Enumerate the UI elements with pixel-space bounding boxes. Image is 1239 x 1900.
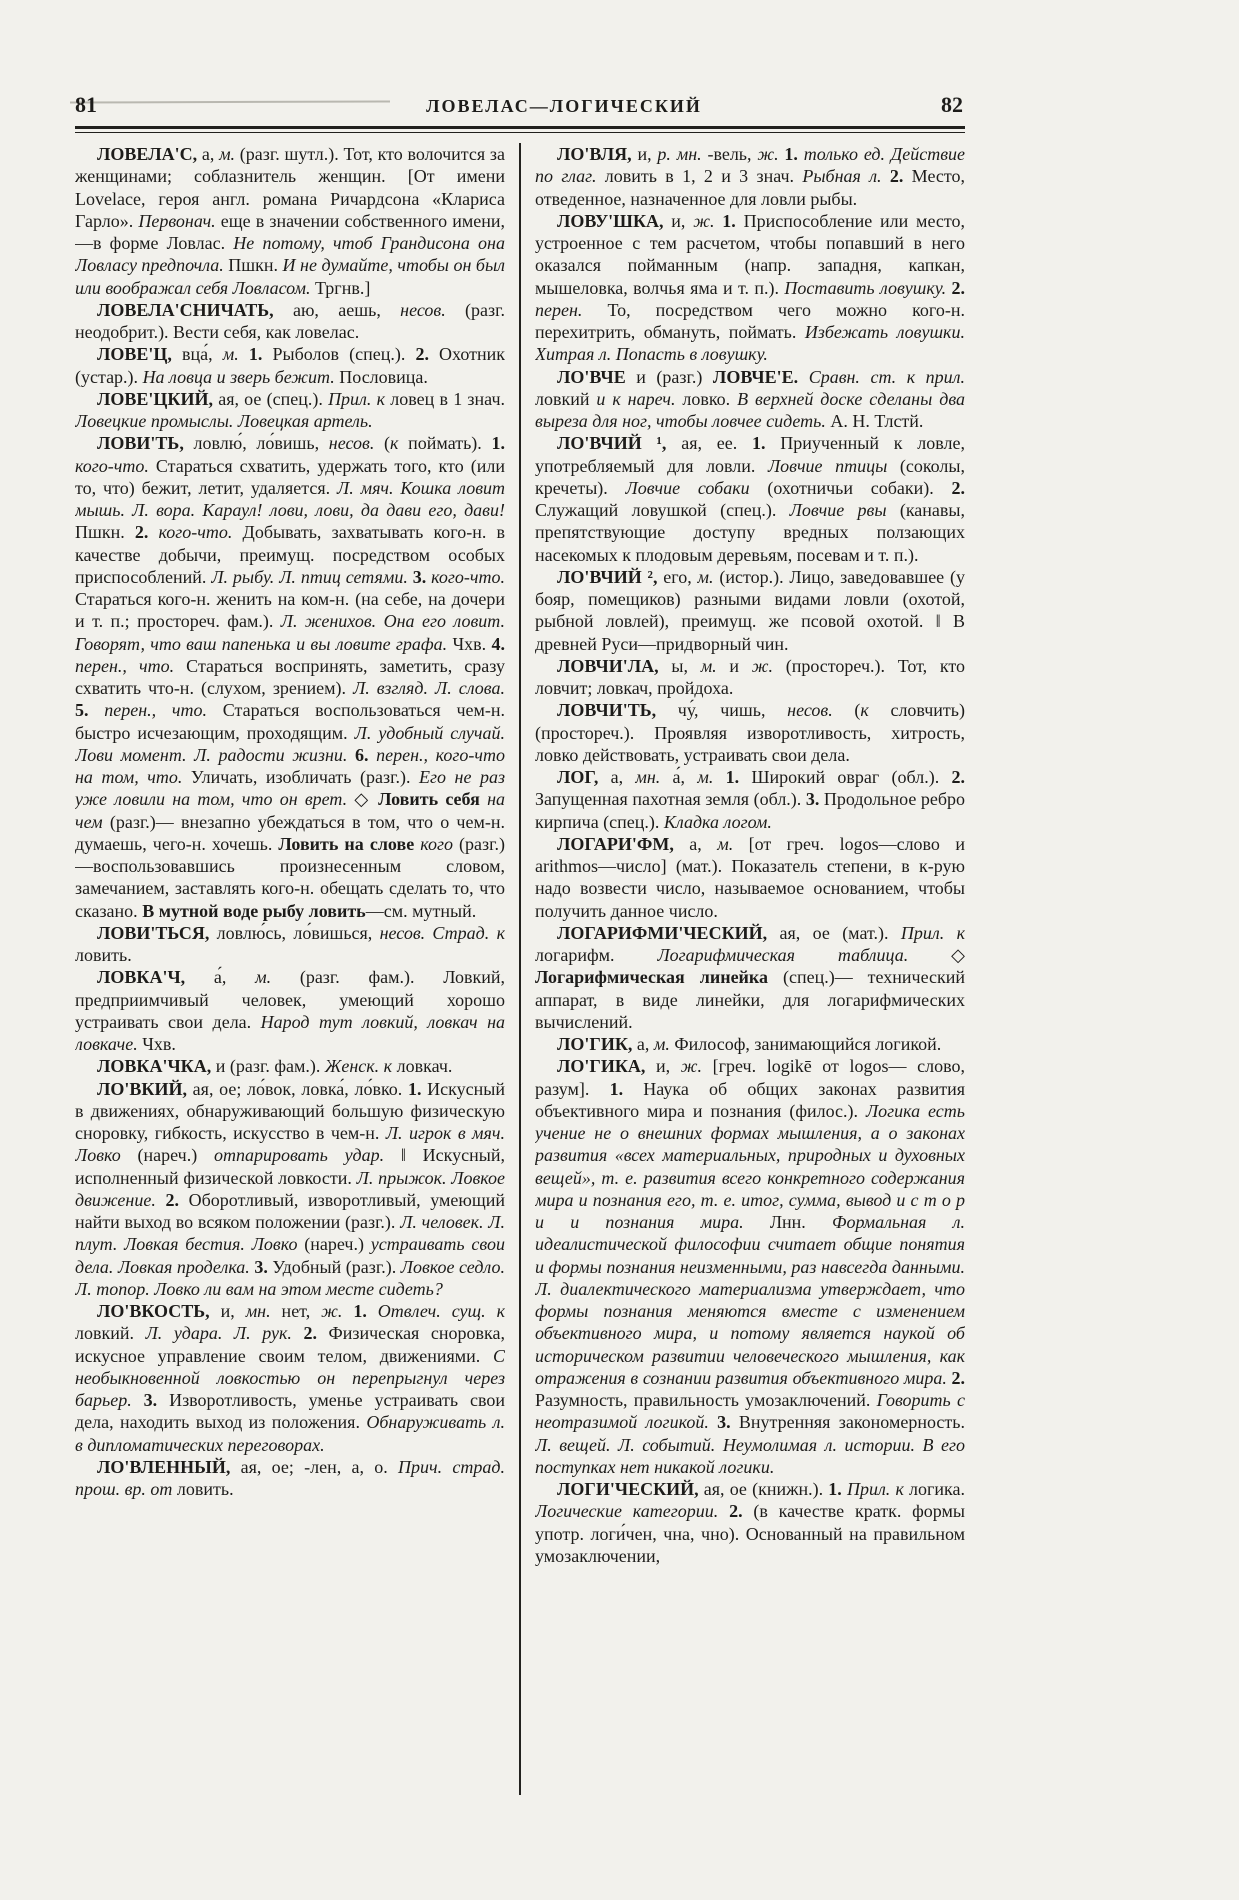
- text-run: Наука об общих законах развития объективного мира и познания (филос.).: [535, 1078, 965, 1121]
- text-run: 1.: [609, 1078, 624, 1099]
- text-run: отпарировать удар.: [213, 1145, 385, 1166]
- text-run: и к нареч.: [596, 388, 676, 409]
- text-run: Ловчие птицы: [767, 455, 888, 476]
- text-run: 3.: [717, 1412, 731, 1433]
- entry-loveckij: [75, 388, 505, 433]
- text-run: ‖ Искусный, исполненный физической ловкости.: [75, 1145, 505, 1188]
- entry-lovlya: [535, 143, 965, 210]
- text-run: Тргнв.]: [310, 277, 371, 298]
- text-run: 2.: [951, 277, 965, 298]
- text-run: [132, 1390, 144, 1410]
- text-run: мн.: [635, 767, 661, 787]
- text-run: Добывать, захватывать кого-н. в качестве добычи, преимущ. посредством особых приспособлений.: [75, 522, 505, 587]
- text-run: Ловчие собаки: [625, 477, 750, 498]
- text-run: ЛОГАРИФМИ'ЧЕСКИЙ,: [557, 922, 768, 943]
- text-run: [292, 1323, 304, 1343]
- text-run: ЛОВИ'ТЬСЯ,: [97, 922, 210, 943]
- page-number-right: 82: [941, 92, 963, 117]
- text-run: Кладка логом.: [663, 811, 772, 832]
- text-run: ЛО'ВКОСТЬ,: [97, 1301, 210, 1321]
- text-run: Философ, занимающийся логикой.: [669, 1034, 942, 1054]
- entry-lovit: [75, 432, 505, 922]
- text-run: на чем: [75, 789, 505, 832]
- entry-lovkachka: [75, 1055, 505, 1077]
- text-run: Прил. к: [900, 922, 965, 943]
- text-run: ЛО'ВЧЕ: [557, 366, 626, 387]
- text-run: Говорить с неотразимой логикой.: [535, 1390, 965, 1433]
- text-run: ◇: [908, 945, 965, 965]
- text-run: несов.: [787, 700, 833, 721]
- text-run: ЛО'ВЧИЙ ¹,: [557, 433, 667, 454]
- text-run: 2.: [951, 1367, 965, 1388]
- text-run: перен., кого-что на том, что.: [75, 744, 505, 787]
- text-run: Л. взгляд. Л. слова.: [353, 678, 505, 698]
- entry-lovkost: [75, 1300, 505, 1456]
- text-run: ая, ое (книжн.).: [698, 1479, 829, 1499]
- text-run: Избежать ловушки. Хитрая л. Попасть в ловушку.: [535, 322, 965, 365]
- text-run: кого-что.: [148, 522, 233, 543]
- text-run: 1.: [784, 144, 798, 164]
- text-run: [713, 767, 725, 787]
- text-run: Пшкн.: [223, 255, 283, 276]
- text-run: Физическая сноровка, искусное управление своим телом, движениями.: [75, 1323, 505, 1366]
- text-run: ловкий: [535, 388, 597, 409]
- text-run: Лнн.: [743, 1212, 833, 1232]
- text-run: ловко.: [675, 388, 738, 409]
- text-run: Приученный к ловле, употребляемый для ловли.: [535, 433, 965, 476]
- text-run: 1.: [248, 344, 263, 365]
- text-run: Л. прыжок. Ловкое движение.: [75, 1167, 505, 1210]
- entry-logarifm: [535, 833, 965, 922]
- text-run: 4.: [491, 633, 505, 654]
- text-run: (истор.). Лицо, заведовавшее (у бояр, помещиков) разными видами ловли (охотой, рыбной ловлей), преимущ. же псовой охотой. ‖ В древней Руси—придворный чин.: [535, 566, 965, 654]
- text-run: 1.: [491, 433, 505, 454]
- text-run: Широкий овраг (обл.).: [739, 767, 952, 787]
- text-run: Не потому, чтоб Грандисона она Ловласу предпочла.: [75, 233, 505, 276]
- text-run: Л. игрок в мяч. Ловко: [75, 1123, 505, 1166]
- text-run: и,: [209, 1301, 246, 1321]
- text-run: а́,: [660, 767, 698, 787]
- text-run: (: [374, 433, 391, 454]
- text-run: а,: [197, 144, 220, 164]
- text-run: и,: [663, 210, 694, 231]
- text-run: и (разг.): [625, 366, 713, 387]
- text-run: ЛОВЕ'ЦКИЙ,: [97, 388, 213, 409]
- entry-lovelasnichat: [75, 299, 505, 344]
- text-run: 3.: [254, 1256, 268, 1277]
- text-run: Прич. страд. прош. вр. от: [75, 1456, 505, 1499]
- text-run: нет,: [270, 1301, 322, 1321]
- text-run: 2.: [303, 1323, 317, 1344]
- text-run: Пшкн.: [75, 522, 135, 543]
- text-run: ЛОГИ'ЧЕСКИЙ,: [557, 1479, 699, 1499]
- text-run: Запущенная пахотная земля (обл.).: [535, 789, 806, 810]
- text-run: Л. удобный случай. Лови момент. Л. радости жизни.: [75, 722, 505, 765]
- column-left: [75, 143, 505, 1803]
- text-run: ловкий.: [75, 1323, 146, 1344]
- text-run: несов.: [328, 433, 375, 454]
- text-run: ЛОВУ'ШКА,: [557, 210, 664, 231]
- page-header: [75, 94, 963, 116]
- text-run: м.: [219, 144, 236, 164]
- text-run: Прил. к: [328, 388, 386, 409]
- text-run: ы,: [658, 655, 701, 676]
- text-run: 2.: [415, 344, 429, 365]
- entry-log: [535, 766, 965, 833]
- text-run: 1.: [353, 1301, 367, 1321]
- text-run: логарифм.: [535, 945, 658, 965]
- text-run: Уличать, изобличать (разг.).: [182, 767, 419, 787]
- text-columns: [75, 143, 965, 1803]
- text-run: несов.: [400, 299, 446, 320]
- entry-lovchij-2: [535, 566, 965, 655]
- entry-lovkij: [75, 1078, 505, 1301]
- text-run: Ловкое седло. Л. топор. Ловко ли вам на этом месте сидеть?: [75, 1256, 505, 1299]
- text-run: (нареч.): [120, 1145, 214, 1166]
- entry-logicheskij: [535, 1478, 965, 1567]
- entry-lovchila: [535, 655, 965, 700]
- text-run: Чхв.: [137, 1034, 176, 1054]
- text-run: [156, 1190, 166, 1210]
- entry-lovkach: [75, 966, 505, 1055]
- text-run: (разг. фам.). Ловкий, предприимчивый человек, умеющий хорошо устраивать свои дела.: [75, 967, 505, 1032]
- text-run: ЛОВЕ'Ц,: [97, 344, 172, 365]
- text-run: Л. человек. Л. плут. Ловкая бестия. Ловко: [75, 1212, 505, 1255]
- text-run: и,: [631, 144, 658, 164]
- text-run: (канавы, препятствующие доступу вредных ползающих насекомых к плодовым деревьям, посевам и т. п.).: [535, 500, 965, 565]
- text-run: ЛОВЧИ'ТЬ,: [557, 700, 657, 721]
- text-run: ж.: [751, 655, 774, 676]
- text-run: Рыболов (спец.).: [262, 344, 416, 365]
- text-run: и,: [645, 1056, 681, 1077]
- text-run: его,: [657, 566, 698, 587]
- text-run: аю, аешь,: [273, 299, 401, 320]
- text-run: А. Н. Тлстй.: [825, 411, 924, 431]
- text-run: и (разг. фам.).: [211, 1056, 325, 1077]
- text-run: ая, ое; -лен, а, о.: [230, 1456, 399, 1477]
- text-run: ая, ое (мат.).: [767, 922, 901, 943]
- text-run: Л. мяч. Кошка ловит мышь. Л. вора. Караул! лови, лови, да дави его, дави!: [75, 477, 505, 520]
- text-run: м.: [717, 833, 734, 854]
- text-run: Изворотливость, уменье устраивать свои дела, находить выход из положения.: [75, 1390, 505, 1433]
- text-run: Продольное ребро кирпича (спец.).: [535, 789, 965, 832]
- text-run: м.: [700, 655, 717, 676]
- text-run: Ловить на слове: [278, 833, 415, 854]
- text-run: м.: [697, 566, 714, 587]
- text-run: ЛОВИ'ТЬ,: [97, 433, 184, 454]
- text-run: Оборотливый, изворотливый, умеющий найти выход во всяком положении (разг.).: [75, 1189, 505, 1232]
- text-run: ◇: [347, 789, 379, 810]
- header-double-rule: [75, 126, 965, 133]
- text-run: ЛОВЕЛА'СНИЧАТЬ,: [97, 299, 274, 320]
- text-run: мн.: [245, 1301, 271, 1321]
- text-run: Формальная л. идеалистической философии считает общие понятия и формы познания неизменными, раз навсегда данными. Л. диалектического материализма утверждает, что формы познания меняются вместе с изменением объективного мира, и потому является наукой об историческом развитии человеческого мышления, как отражения в сознании развития объективного мира.: [535, 1212, 965, 1388]
- entry-lovec: [75, 343, 505, 388]
- text-run: (охотничьи собаки).: [749, 477, 952, 498]
- text-run: ловкач.: [392, 1056, 453, 1077]
- text-run: (разг. шутл.). Тот, кто волочится за женщинами; соблазнитель женщин. [От имени Lovelace, героя англ. романа Ричардсона «Клариса Гарло».: [75, 144, 505, 231]
- text-run: Стараться воспользоваться чем-н. быстро исчезающим, проходящим.: [75, 700, 505, 743]
- text-run: 2.: [951, 767, 965, 787]
- text-run: 2.: [951, 477, 965, 498]
- text-run: [718, 1501, 729, 1521]
- entry-logik: [535, 1033, 965, 1055]
- entry-lovushka: [535, 210, 965, 366]
- text-run: а,: [673, 833, 718, 854]
- text-run: Сравн. ст. к прил.: [808, 366, 965, 387]
- text-run: (разг.)— внезапно убеждаться в том, что о чем-н. думаешь, чего-н. хочешь.: [75, 811, 505, 854]
- text-run: -вель,: [701, 144, 758, 164]
- text-run: Ловчие рвы: [789, 500, 887, 520]
- text-run: 1.: [722, 210, 736, 231]
- text-run: ЛОВКА'Ч,: [97, 967, 186, 988]
- text-run: 5.: [75, 700, 89, 721]
- text-run: 1.: [725, 767, 740, 787]
- entry-lovchij-1: [535, 432, 965, 566]
- text-run: В мутной воде рыбу ловить: [142, 900, 366, 921]
- text-run: к: [390, 433, 399, 454]
- text-run: ЛОВЧИ'ЛА,: [557, 655, 659, 676]
- text-run: 2.: [729, 1501, 743, 1522]
- text-run: Искусный в движениях, обнаруживающий большую физическую сноровку, гибкость, искусство в чем-н.: [75, 1078, 505, 1143]
- entry-lovlennyj: [75, 1456, 505, 1501]
- text-run: (нареч.): [297, 1234, 371, 1255]
- text-run: (в качестве кратк. формы употр. логи́чен, чна, чно). Основанный на правильном умозаключении,: [535, 1501, 965, 1566]
- entry-logarifmicheskij: [535, 922, 965, 1033]
- text-run: (разг. неодобрит.). Вести себя, как ловелас.: [75, 299, 505, 342]
- text-run: (простореч.). Тот, кто ловчит; ловкач, пройдоха.: [535, 655, 965, 698]
- text-run: устраивать свои дела. Ловкая проделка.: [75, 1234, 505, 1277]
- text-run: перен., что.: [88, 700, 207, 721]
- entry-lovitsya: [75, 922, 505, 967]
- text-run: Л. женихов. Она его ловит. Говорят, что ваш папенька и вы ловите графа.: [75, 611, 505, 654]
- text-run: Обнаруживать л. в дипломатических переговорах.: [75, 1412, 505, 1455]
- text-run: Первонач.: [138, 210, 216, 231]
- text-run: ая, ое (спец.).: [212, 388, 329, 409]
- text-run: ж.: [321, 1301, 343, 1321]
- text-run: Внутренняя закономерность.: [730, 1412, 965, 1433]
- text-run: [от греч. logos—слово и arithmos—число] (мат.). Показатель степени, в к-рую надо возвести число, называемое основанием, чтобы получить данное число.: [535, 833, 965, 921]
- text-run: а́,: [185, 967, 256, 988]
- text-run: ЛОГАРИ'ФМ,: [557, 833, 674, 854]
- text-run: Приспособление или место, устроенное с тем расчетом, чтобы попавший в него оказался пойманным (напр. западня, капкан, мышеловка, волчья яма и т. п.).: [535, 210, 965, 298]
- text-run: чу́, чишь,: [656, 700, 788, 721]
- text-run: Логические категории.: [535, 1501, 719, 1522]
- text-run: ЛОГ,: [557, 767, 599, 787]
- text-run: Стараться кого-н. женить на ком-н. (на себе, на дочери и т. п.; простореч. фам.).: [75, 589, 505, 632]
- text-run: а,: [632, 1034, 654, 1054]
- text-run: 1.: [407, 1078, 422, 1099]
- entry-lovelas: [75, 143, 505, 299]
- text-run: 2.: [165, 1189, 179, 1210]
- page-number-left: 81: [75, 92, 97, 117]
- text-run: Место, отведенное, назначенное для ловли рыбы.: [535, 166, 965, 209]
- text-run: несов. Страд. к: [379, 922, 505, 943]
- text-run: Отвлеч. сущ. к: [377, 1301, 505, 1321]
- text-run: ж.: [693, 210, 715, 231]
- text-run: ловлю́сь, ло́вишься,: [209, 922, 380, 943]
- text-run: кого: [414, 833, 453, 854]
- text-run: ловить.: [172, 1479, 234, 1499]
- text-run: р. мн.: [657, 144, 702, 164]
- text-run: м.: [222, 344, 239, 365]
- text-run: (разг.)—воспользовавшись произнесенным словом, замечанием, заставлять кого-н. обещать сделать то, что сказано.: [75, 833, 505, 921]
- text-run: Стараться воспринять, заметить, сразу схватить что-н. (слухом, зрением).: [75, 655, 505, 698]
- text-run: [греч. logikē от logos— слово, разум].: [535, 1056, 965, 1099]
- column-gap: [505, 143, 535, 1803]
- text-run: 3.: [143, 1390, 158, 1410]
- text-run: Прил. к: [846, 1479, 904, 1499]
- text-run: Народ тут ловкий, ловкач на ловкаче.: [75, 1011, 505, 1054]
- text-run: Л. рыбу. Л. птиц сетями.: [211, 566, 408, 587]
- text-run: Его не раз уже ловили на том, что он врет.: [75, 767, 505, 810]
- text-run: Пословица.: [334, 366, 428, 387]
- text-run: а,: [598, 767, 636, 787]
- text-run: На ловца и зверь бежит.: [142, 366, 335, 387]
- text-run: ловец в 1 знач.: [385, 388, 505, 409]
- text-run: ЛО'ВКИЙ,: [97, 1078, 187, 1099]
- text-run: Охотник (устар.).: [75, 344, 505, 387]
- text-run: —см. мутный.: [365, 900, 477, 921]
- text-run: В верхней доске сделаны два выреза для ног, чтобы ловчее сидеть.: [535, 388, 965, 431]
- text-run: Л. удара. Л. рук.: [145, 1323, 292, 1344]
- text-run: 3.: [805, 789, 820, 810]
- text-run: 2.: [889, 166, 904, 187]
- text-run: ЛО'ВЛЯ,: [557, 144, 632, 164]
- column-divider: [519, 143, 521, 1795]
- text-run: м.: [255, 967, 272, 988]
- text-run: ж.: [757, 144, 779, 164]
- text-run: ЛО'ГИКА,: [557, 1056, 646, 1077]
- text-run: ЛО'ВЧИЙ ²,: [557, 566, 658, 587]
- entry-logika: [535, 1055, 965, 1478]
- text-run: И не думайте, чтобы он был или воображал себя Ловласом.: [75, 255, 505, 298]
- text-run: вца́,: [171, 344, 223, 365]
- text-run: Удобный (разг.).: [267, 1256, 401, 1277]
- text-run: м.: [697, 767, 714, 787]
- text-run: Поставить ловушку.: [784, 277, 947, 298]
- text-run: кого-что.: [426, 566, 505, 587]
- text-run: ая, ее.: [666, 433, 753, 454]
- text-run: [347, 745, 355, 765]
- text-run: ЛОВЧЕ'Е.: [712, 366, 799, 387]
- text-run: Чхв.: [447, 633, 492, 654]
- text-run: [709, 1412, 717, 1432]
- text-run: поймать).: [398, 433, 492, 454]
- text-run: перен., что.: [75, 655, 175, 676]
- text-run: Ловецкие промыслы. Ловецкая артель.: [75, 411, 373, 431]
- text-run: ж.: [680, 1056, 703, 1077]
- text-run: Логарифмическая линейка: [535, 967, 769, 988]
- text-run: [882, 166, 890, 186]
- text-run: Логарифмическая таблица.: [657, 945, 909, 965]
- text-run: Служащий ловушкой (спец.).: [535, 500, 790, 520]
- text-run: к: [860, 700, 869, 721]
- text-run: (: [832, 700, 861, 721]
- text-run: ловлю́, ло́вишь,: [183, 433, 329, 454]
- text-run: Женск. к: [324, 1056, 393, 1077]
- text-run: 1.: [752, 433, 766, 454]
- text-run: м.: [653, 1034, 670, 1054]
- text-run: и: [716, 655, 752, 676]
- text-run: 3.: [412, 566, 427, 587]
- text-run: 6.: [355, 744, 369, 765]
- text-run: [798, 367, 809, 387]
- text-run: [342, 1301, 353, 1321]
- text-run: ловить.: [75, 945, 132, 965]
- text-run: (соколы, кречеты).: [535, 455, 965, 498]
- text-run: Стараться схватить, удержать того, кто (или то, что) бежит, летит, удаляется.: [75, 455, 505, 498]
- text-run: ЛОВКА'ЧКА,: [97, 1056, 212, 1077]
- text-run: ловить в 1, 2 и 3 знач.: [596, 166, 803, 187]
- entry-lovchit: [535, 699, 965, 766]
- text-run: [239, 344, 249, 364]
- text-run: ЛОВЕЛА'С,: [97, 144, 198, 164]
- text-run: перен.: [535, 299, 583, 320]
- text-run: Ловить себя: [378, 789, 480, 810]
- text-run: только ед. Действие по глаг.: [535, 144, 965, 187]
- text-run: ЛО'ГИК,: [557, 1034, 633, 1054]
- text-run: Логика есть учение не о внешних формах мышления, а о законах развития «всех материальных, природных и духовных вещей», т. е. развития всего конкретного содержания мира и познания его, т. е. итог, сумма, вывод и с т о р и и познания мира.: [535, 1100, 965, 1232]
- text-run: [367, 1301, 378, 1321]
- text-run: (спец.)— технический аппарат, в виде линейки, для логарифмических вычислений.: [535, 967, 965, 1032]
- text-run: ЛО'ВЛЕННЫЙ,: [97, 1456, 231, 1477]
- text-run: То, посредством чего можно кого-н. перехитрить, обмануть, поймать.: [535, 299, 965, 342]
- text-run: еще в значении собственного имени,—в форме Ловлас.: [75, 210, 505, 253]
- text-run: Л. вещей. Л. событий. Неумолимая л. истории. В его поступках нет никакой логики.: [535, 1434, 965, 1477]
- text-run: Разумность, правильность умозаключений.: [535, 1390, 877, 1410]
- text-run: словчить) (простореч.). Проявляя изворотливость, хитрость, ловко действовать, устраивать свои дела.: [535, 700, 965, 765]
- text-run: кого-что.: [75, 455, 149, 476]
- text-run: Рыбная л.: [802, 166, 882, 187]
- text-run: 1.: [828, 1479, 842, 1499]
- text-run: С необыкновенной ловкостью он перепрыгнул через барьер.: [75, 1345, 505, 1410]
- running-head-title: ЛОВЕЛАС—ЛОГИЧЕСКИЙ: [426, 96, 702, 116]
- text-run: логика.: [903, 1479, 965, 1499]
- text-run: 2.: [134, 522, 149, 543]
- column-right: [535, 143, 965, 1803]
- text-run: ая, ое; ло́вок, ловка́, ло́вко.: [186, 1078, 408, 1099]
- entry-lovche: [535, 366, 965, 433]
